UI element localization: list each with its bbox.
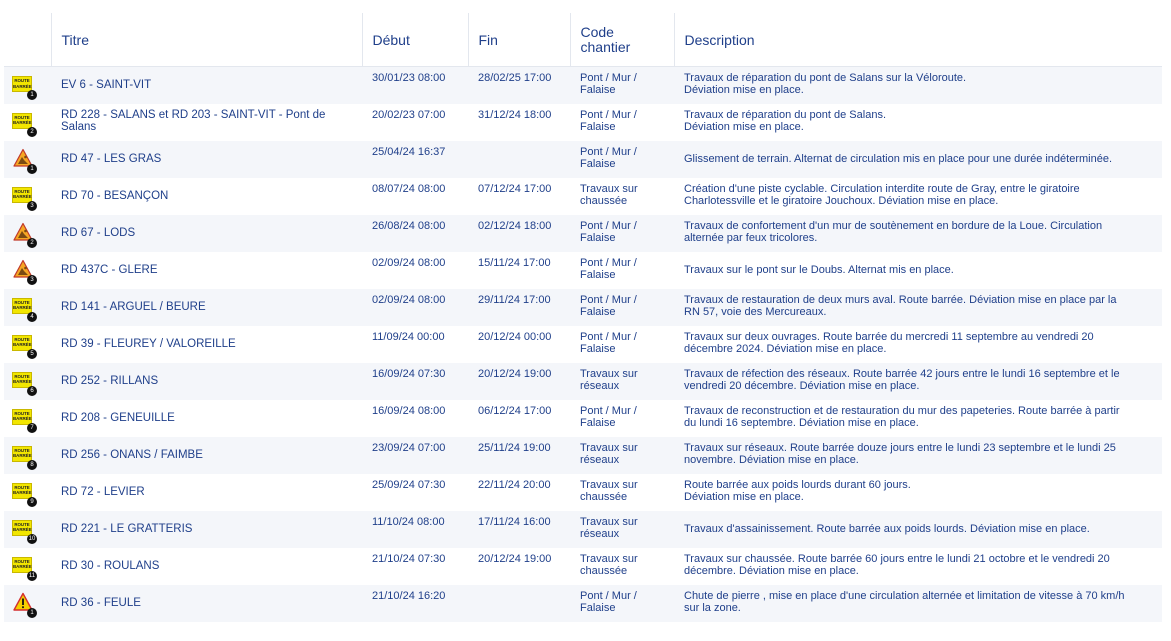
sign-line1: ROUTE <box>14 521 30 527</box>
cell-description <box>674 511 1162 548</box>
icon-cell[interactable] <box>4 252 51 289</box>
code-line2: Falaise <box>580 84 616 96</box>
landslide-warning-icon[interactable] <box>12 222 36 246</box>
cell-debut: 02/09/24 08:00 <box>362 252 468 289</box>
code-line1: Pont / Mur / <box>580 145 637 158</box>
code-line2: réseaux <box>580 453 620 466</box>
table-row[interactable] <box>4 215 1162 252</box>
cell-titre[interactable]: RD 141 - ARGUEL / BEURE <box>51 289 362 326</box>
sign-line2: BARRÉE <box>13 490 32 495</box>
cell-titre[interactable]: RD 36 - FEULE <box>51 585 362 622</box>
worksite-table <box>4 13 1162 622</box>
cell-fin: 06/12/24 17:00 <box>468 400 570 437</box>
cell-fin <box>468 585 570 622</box>
route-barree-sign <box>12 187 32 203</box>
sign-line2: BARRÉE <box>13 564 32 569</box>
cell-debut: 20/02/23 07:00 <box>362 104 468 141</box>
description-line1: Travaux sur le pont sur le Doubs. Alternat mis en place. <box>684 264 954 276</box>
cell-debut: 25/04/24 16:37 <box>362 141 468 178</box>
icon-cell[interactable] <box>4 474 51 511</box>
sign-line1: ROUTE <box>14 410 30 416</box>
cell-fin: 07/12/24 17:00 <box>468 178 570 215</box>
description-line1: Travaux de restauration de deux murs aval. Route barrée. Déviation mise en place par la <box>684 293 1117 306</box>
description-line2: sur la zone. <box>684 601 741 614</box>
header-titre[interactable]: Titre <box>51 13 362 67</box>
cell-titre[interactable]: RD 30 - ROULANS <box>51 548 362 585</box>
cell-debut: 25/09/24 07:30 <box>362 474 468 511</box>
table-row[interactable] <box>4 252 1162 289</box>
route-barree-sign <box>12 557 32 573</box>
icon-cell[interactable] <box>4 178 51 215</box>
table-header-row <box>4 13 1162 67</box>
table-row[interactable] <box>4 474 1162 511</box>
map-marker-number: 10 <box>28 535 36 542</box>
description-line1: Travaux de confortement d'un mur de soutènement en bordure de la Loue. Circulation <box>684 219 1103 232</box>
icon-cell[interactable] <box>4 141 51 178</box>
cell-titre[interactable]: RD 252 - RILLANS <box>51 363 362 400</box>
code-line1: Pont / Mur / <box>580 293 637 306</box>
description-line1: Chute de pierre , mise en place d'une circulation alternée et limitation de vitesse à 70 km/h <box>684 589 1125 602</box>
cell-debut: 16/09/24 08:00 <box>362 400 468 437</box>
cell-description <box>674 141 1162 178</box>
header-icon <box>4 13 51 67</box>
code-line2: Falaise <box>580 601 616 614</box>
route-barree-icon[interactable] <box>12 555 36 579</box>
table-row[interactable] <box>4 67 1162 104</box>
cell-description <box>674 178 1162 215</box>
cell-code-chantier <box>570 67 674 104</box>
table-row[interactable] <box>4 104 1162 141</box>
table-row[interactable] <box>4 289 1162 326</box>
cell-fin: 25/11/24 19:00 <box>468 437 570 474</box>
icon-cell[interactable] <box>4 363 51 400</box>
code-line1: Travaux sur <box>580 478 638 491</box>
description-line2: Déviation mise en place. <box>684 84 804 96</box>
route-barree-icon[interactable] <box>12 333 36 357</box>
description-line2: décembre 2024. Déviation mise en place. <box>684 342 887 355</box>
description-line2: RN 57, voie des Mercureaux. <box>684 305 827 318</box>
sign-line1: ROUTE <box>14 78 30 83</box>
route-barree-icon[interactable] <box>12 111 36 135</box>
route-barree-icon[interactable] <box>12 518 36 542</box>
cell-titre[interactable]: RD 70 - BESANÇON <box>51 178 362 215</box>
header-description[interactable]: Description <box>674 13 1162 67</box>
route-barree-sign <box>12 446 32 462</box>
cell-titre[interactable]: RD 208 - GENEUILLE <box>51 400 362 437</box>
cell-description <box>674 548 1162 585</box>
sign-line2: BARRÉE <box>13 194 32 199</box>
cell-titre[interactable]: RD 47 - LES GRAS <box>51 141 362 178</box>
sign-line2: BARRÉE <box>13 527 32 532</box>
sign-line2: BARRÉE <box>13 379 32 384</box>
route-barree-icon[interactable] <box>12 444 36 468</box>
cell-fin: 28/02/25 17:00 <box>468 67 570 104</box>
table-row[interactable] <box>4 548 1162 585</box>
cell-description <box>674 363 1162 400</box>
sign-line1: ROUTE <box>14 114 30 120</box>
cell-titre[interactable]: RD 228 - SALANS et RD 203 - SAINT-VIT - Pont de Salans <box>51 104 362 141</box>
code-line1: Pont / Mur / <box>580 330 637 343</box>
header-code-line2: chantier <box>580 38 631 55</box>
header-code-line1: Code <box>580 23 614 40</box>
route-barree-icon[interactable] <box>12 185 36 209</box>
description-line1: Travaux sur réseaux. Route barrée douze jours entre le lundi 23 septembre et le lundi 25 <box>684 441 1116 454</box>
description-line1: Travaux sur deux ouvrages. Route barrée du mercredi 11 septembre au vendredi 20 <box>684 330 1094 343</box>
cell-description <box>674 474 1162 511</box>
route-barree-sign <box>12 372 32 388</box>
cell-fin: 02/12/24 18:00 <box>468 215 570 252</box>
table-row[interactable] <box>4 437 1162 474</box>
cell-debut: 21/10/24 07:30 <box>362 548 468 585</box>
code-line1: Travaux sur <box>580 515 638 528</box>
description-line1: Travaux de reconstruction et de restauration du mur des papeteries. Route barrée à partir <box>684 404 1120 417</box>
general-warning-icon[interactable] <box>12 592 36 616</box>
sign-line1: ROUTE <box>14 299 30 305</box>
route-barree-sign <box>12 335 32 351</box>
icon-cell[interactable] <box>4 400 51 437</box>
icon-cell[interactable] <box>4 104 51 141</box>
cell-debut: 16/09/24 07:30 <box>362 363 468 400</box>
cell-code-chantier <box>570 178 674 215</box>
worksite-table-container <box>4 13 1162 622</box>
header-debut[interactable]: Début <box>362 13 468 67</box>
cell-titre[interactable]: RD 437C - GLERE <box>51 252 362 289</box>
code-line1: Travaux sur <box>580 182 638 195</box>
code-line2: Falaise <box>580 342 616 355</box>
cell-code-chantier <box>570 400 674 437</box>
cell-code-chantier <box>570 548 674 585</box>
code-line2: réseaux <box>580 527 620 540</box>
code-line2: chaussée <box>580 194 628 207</box>
sign-line2: BARRÉE <box>13 83 32 89</box>
cell-debut: 30/01/23 08:00 <box>362 67 468 104</box>
map-marker-number: 1 <box>27 90 37 100</box>
cell-description <box>674 400 1162 437</box>
header-fin[interactable]: Fin <box>468 13 570 67</box>
cell-code-chantier <box>570 104 674 141</box>
code-line1: Pont / Mur / <box>580 404 637 417</box>
sign-line1: ROUTE <box>14 447 30 453</box>
sign-line2: BARRÉE <box>13 342 32 347</box>
cell-titre[interactable]: EV 6 - SAINT-VIT <box>51 67 362 104</box>
icon-cell[interactable] <box>4 215 51 252</box>
cell-code-chantier <box>570 141 674 178</box>
icon-cell[interactable] <box>4 326 51 363</box>
route-barree-icon[interactable] <box>12 481 36 505</box>
header-code-chantier[interactable] <box>570 13 674 67</box>
cell-titre[interactable]: RD 72 - LEVIER <box>51 474 362 511</box>
code-line2: chaussée <box>580 564 628 577</box>
table-row[interactable] <box>4 326 1162 363</box>
landslide-warning-icon[interactable] <box>12 259 36 283</box>
cell-description <box>674 326 1162 363</box>
cell-titre[interactable]: RD 221 - LE GRATTERIS <box>51 511 362 548</box>
cell-code-chantier <box>570 215 674 252</box>
description-line2: vendredi 20 décembre. Déviation mise en place. <box>684 379 920 392</box>
route-barree-sign <box>12 483 32 499</box>
icon-cell[interactable] <box>4 289 51 326</box>
code-line1: Pont / Mur / <box>580 108 637 121</box>
cell-titre[interactable]: RD 256 - ONANS / FAIMBE <box>51 437 362 474</box>
route-barree-sign <box>12 298 32 314</box>
cell-code-chantier <box>570 511 674 548</box>
description-line1: Création d'une piste cyclable. Circulation interdite route de Gray, entre le giratoire <box>684 182 1080 195</box>
table-body <box>4 67 1162 622</box>
description-line1: Glissement de terrain. Alternat de circulation mis en place pour une durée indéterminée. <box>684 153 1113 165</box>
cell-debut: 11/10/24 08:00 <box>362 511 468 548</box>
map-marker-number: 6 <box>27 386 37 396</box>
table-row[interactable] <box>4 363 1162 400</box>
cell-debut: 23/09/24 07:00 <box>362 437 468 474</box>
description-line1: Travaux de réfection des réseaux. Route barrée 42 jours entre le lundi 16 septembre et le <box>684 367 1120 380</box>
cell-fin: 31/12/24 18:00 <box>468 104 570 141</box>
code-line1: Pont / Mur / <box>580 72 637 84</box>
cell-description <box>674 289 1162 326</box>
cell-description <box>674 585 1162 622</box>
map-marker-number: 3 <box>27 201 37 211</box>
code-line2: Falaise <box>580 231 616 244</box>
sign-line1: ROUTE <box>14 188 30 194</box>
cell-titre[interactable]: RD 67 - LODS <box>51 215 362 252</box>
cell-description <box>674 104 1162 141</box>
cell-code-chantier <box>570 252 674 289</box>
icon-cell[interactable] <box>4 67 51 104</box>
cell-description <box>674 252 1162 289</box>
cell-debut: 26/08/24 08:00 <box>362 215 468 252</box>
code-line2: Falaise <box>580 416 616 429</box>
cell-code-chantier <box>570 326 674 363</box>
code-line1: Travaux sur <box>580 552 638 565</box>
description-line1: Travaux de réparation du pont de Salans sur la Véloroute. <box>684 72 967 84</box>
code-line1: Pont / Mur / <box>580 589 637 602</box>
cell-description <box>674 437 1162 474</box>
map-marker-number: 2 <box>27 127 37 137</box>
table-row[interactable] <box>4 585 1162 622</box>
map-marker-number: 5 <box>27 349 37 359</box>
code-line1: Travaux sur <box>580 367 638 380</box>
description-line2: alternée par feux tricolores. <box>684 231 818 244</box>
cell-debut: 21/10/24 16:20 <box>362 585 468 622</box>
route-barree-sign <box>12 520 32 536</box>
table-row[interactable] <box>4 400 1162 437</box>
code-line2: Falaise <box>580 305 616 318</box>
sign-line2: BARRÉE <box>13 453 32 458</box>
description-line2: décembre. Déviation mise en place. <box>684 564 859 577</box>
description-line2: novembre. Déviation mise en place. <box>684 453 859 466</box>
sign-line2: BARRÉE <box>13 305 32 310</box>
cell-debut: 08/07/24 08:00 <box>362 178 468 215</box>
route-barree-sign <box>12 113 32 129</box>
cell-fin: 29/11/24 17:00 <box>468 289 570 326</box>
icon-cell[interactable] <box>4 548 51 585</box>
sign-line1: ROUTE <box>14 373 30 379</box>
route-barree-icon[interactable] <box>12 296 36 320</box>
sign-line1: ROUTE <box>14 336 30 342</box>
code-line1: Pont / Mur / <box>580 219 637 232</box>
map-marker-number: 8 <box>27 460 37 470</box>
code-line2: chaussée <box>580 490 628 503</box>
cell-fin: 15/11/24 17:00 <box>468 252 570 289</box>
code-line1: Travaux sur <box>580 441 638 454</box>
map-marker-number: 1 <box>27 164 37 174</box>
description-line2: Charlotessville et le giratoire Jouchoux. Déviation mise en place. <box>684 194 999 207</box>
table-row[interactable] <box>4 141 1162 178</box>
landslide-warning-icon[interactable] <box>12 148 36 172</box>
cell-code-chantier <box>570 363 674 400</box>
cell-debut: 11/09/24 00:00 <box>362 326 468 363</box>
map-marker-number: 9 <box>27 497 37 507</box>
route-barree-icon[interactable] <box>12 74 36 98</box>
description-line1: Route barrée aux poids lourds durant 60 jours. <box>684 478 911 491</box>
cell-description <box>674 67 1162 104</box>
table-row[interactable] <box>4 511 1162 548</box>
cell-code-chantier <box>570 474 674 511</box>
cell-fin: 20/12/24 19:00 <box>468 548 570 585</box>
cell-fin: 20/12/24 00:00 <box>468 326 570 363</box>
description-line1: Travaux de réparation du pont de Salans. <box>684 108 887 121</box>
map-marker-number: 7 <box>27 423 37 433</box>
sign-line1: ROUTE <box>14 484 30 490</box>
icon-cell[interactable] <box>4 511 51 548</box>
route-barree-icon[interactable] <box>12 407 36 431</box>
code-line1: Pont / Mur / <box>580 256 637 269</box>
code-line2: Falaise <box>580 157 616 170</box>
cell-code-chantier <box>570 585 674 622</box>
route-barree-icon[interactable] <box>12 370 36 394</box>
table-row[interactable] <box>4 178 1162 215</box>
cell-fin <box>468 141 570 178</box>
cell-code-chantier <box>570 289 674 326</box>
sign-line1: ROUTE <box>14 558 30 564</box>
description-line2: du lundi 16 septembre. Déviation mise en place. <box>684 416 919 429</box>
code-line2: Falaise <box>580 268 616 281</box>
route-barree-sign <box>12 409 32 425</box>
description-line1: Travaux sur chaussée. Route barrée 60 jours entre le lundi 21 octobre et le vendredi 20 <box>684 552 1110 565</box>
cell-description <box>674 215 1162 252</box>
sign-line2: BARRÉE <box>13 120 32 125</box>
map-marker-number: 4 <box>27 312 37 322</box>
cell-fin: 17/11/24 16:00 <box>468 511 570 548</box>
cell-titre[interactable]: RD 39 - FLEUREY / VALOREILLE <box>51 326 362 363</box>
map-marker-number: 11 <box>28 572 36 579</box>
map-marker-number: 1 <box>27 608 37 618</box>
cell-code-chantier <box>570 437 674 474</box>
sign-line2: BARRÉE <box>13 416 32 421</box>
cell-fin: 22/11/24 20:00 <box>468 474 570 511</box>
icon-cell[interactable] <box>4 585 51 622</box>
description-line2: Déviation mise en place. <box>684 490 804 503</box>
code-line2: Falaise <box>580 120 616 133</box>
map-marker-number: 3 <box>27 275 37 285</box>
map-marker-number: 2 <box>27 238 37 248</box>
description-line1: Travaux d'assainissement. Route barrée aux poids lourds. Déviation mise en place. <box>684 523 1090 535</box>
cell-debut: 02/09/24 08:00 <box>362 289 468 326</box>
cell-fin: 20/12/24 19:00 <box>468 363 570 400</box>
icon-cell[interactable] <box>4 437 51 474</box>
code-line2: réseaux <box>580 379 620 392</box>
description-line2: Déviation mise en place. <box>684 120 804 133</box>
